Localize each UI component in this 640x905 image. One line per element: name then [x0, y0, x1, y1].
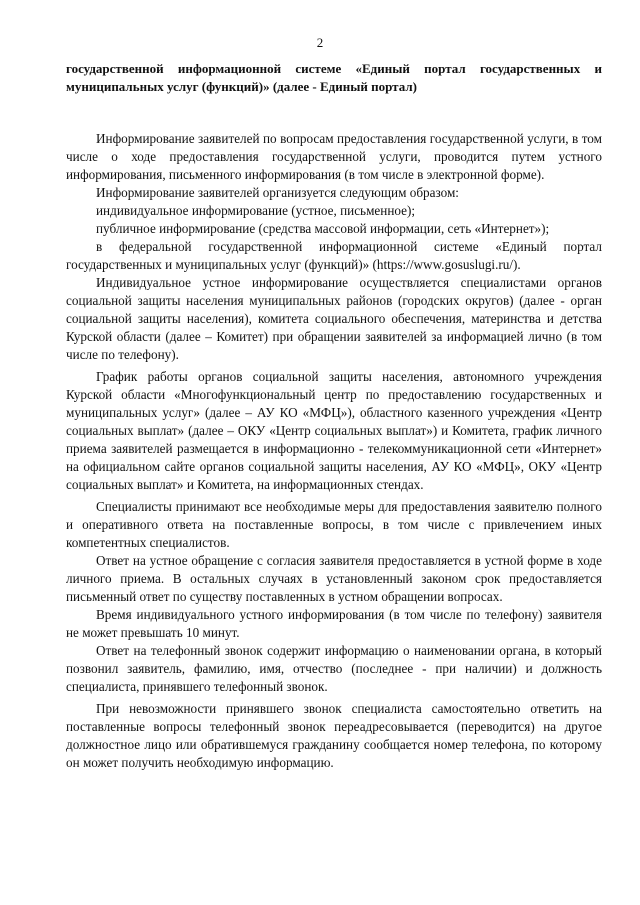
paragraph: публичное информирование (средства массовой информации, сеть «Интернет»);	[96, 221, 550, 236]
section-heading: государственной информационной системе «Единый портал государственных и муниципальных услуг (функций)» (далее - Единый портал)	[66, 61, 602, 94]
paragraph: График работы органов социальной защиты населения, автономного учреждения Курской области «Многофункциональный центр по предоставлению государственных и муниципальных услуг» (далее – АУ КО «МФЦ»), областного казенного учреждения «Центр социальных выплат» (далее – ОКУ «Центр социальных выплат») и Комитета, график личного приема заявителей размещается в информационно - телекоммуникационной сети «Интернет» на официальном сайте органов социальной защиты населения, АУ КО «МФЦ», ОКУ «Центр социальных выплат» и Комитета, на информационных стендах.	[66, 369, 602, 492]
paragraph: Специалисты принимают все необходимые меры для предоставления заявителю полного и оперативного ответа на поставленные вопросы, в том числе с привлечением иных компетентных специалистов.	[66, 499, 602, 550]
paragraph: Время индивидуального устного информирования (в том числе по телефону) заявителя не может превышать 10 минут.	[66, 607, 602, 640]
body-text	[66, 130, 602, 772]
paragraph: Ответ на устное обращение с согласия заявителя предоставляется в устной форме в ходе личного приема. В остальных случаях в установленный законом срок предоставляется письменный ответ по существу поставленных в устном обращении вопросах.	[66, 553, 602, 604]
paragraph: в федеральной государственной информационной системе «Единый портал государственных и муниципальных услуг (функций)» (https://www.gosuslugi.ru/).	[66, 239, 602, 272]
paragraph: индивидуальное информирование (устное, письменное);	[96, 203, 416, 218]
paragraph: Индивидуальное устное информирование осуществляется специалистами органов социальной защиты населения муниципальных районов (городских округов) (далее - орган социальной защиты населения), комитета социального обеспечения, материнства и детства Курской области (далее – Комитет) при обращении заявителей за информацией лично (в том числе по телефону).	[66, 275, 602, 362]
paragraph: Информирование заявителей по вопросам предоставления государственной услуги, в том числе о ходе предоставления государственной услуги, проводится путем устного информирования, письменного информирования (в том числе в электронной форме).	[66, 131, 602, 182]
page-number: 2	[316, 35, 324, 50]
paragraph: Ответ на телефонный звонок содержит информацию о наименовании органа, в который позвонил заявитель, фамилию, имя, отчество (последнее - при наличии) и должность специалиста, принявшего телефонный звонок.	[66, 643, 602, 694]
paragraph: Информирование заявителей организуется следующим образом:	[96, 185, 459, 200]
paragraph: При невозможности принявшего звонок специалиста самостоятельно ответить на поставленные вопросы телефонный звонок переадресовывается (переводится) на другое должностное лицо или обратившемуся гражданину сообщается номер телефона, по которому он может получить необходимую информацию.	[66, 701, 602, 770]
